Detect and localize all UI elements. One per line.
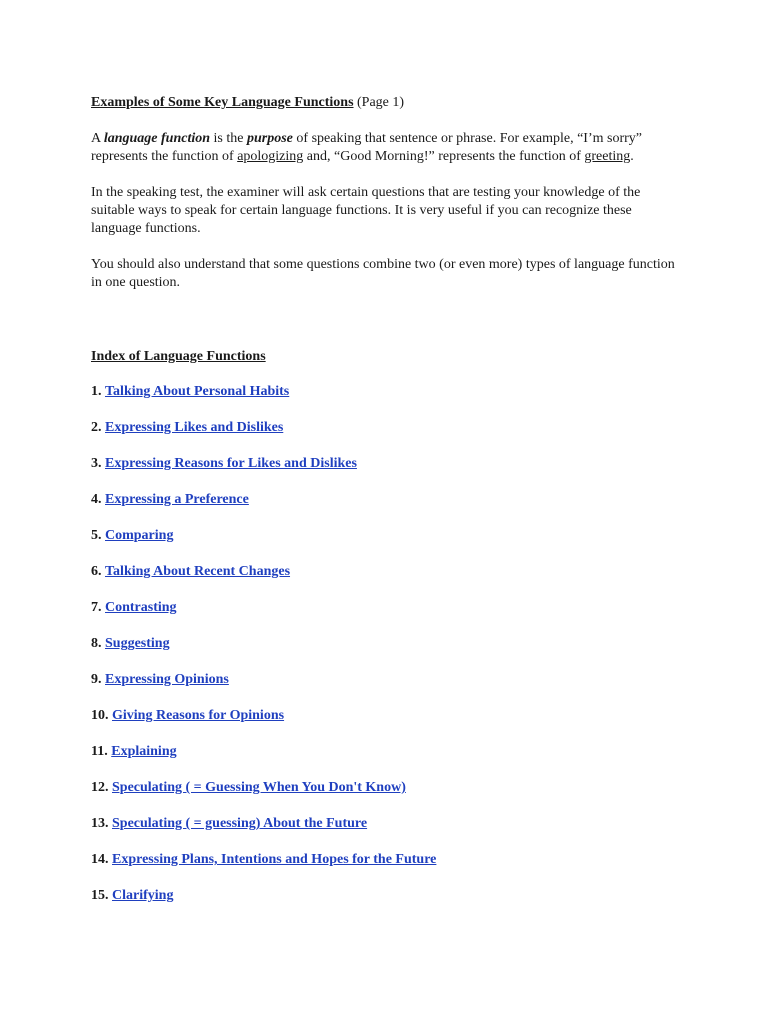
- index-item: [91, 671, 681, 689]
- index-link[interactable]: Expressing a Preference: [105, 492, 249, 507]
- index-item: [91, 887, 681, 905]
- document-content: [91, 94, 681, 923]
- page-indicator: (Page 1): [353, 95, 405, 110]
- speaking-test-paragraph: In the speaking test, the examiner will ask certain questions that are testing your knowledge of the suitable ways to speak for certain language functions. It is very useful if you can recognize these language functions.: [91, 185, 641, 236]
- p1-text-rest1: of speaking that sentence or phrase. For example, “I’m sorry” represents the function of: [91, 131, 643, 164]
- index-number: 11.: [91, 744, 108, 759]
- index-number: 10.: [91, 708, 109, 723]
- index-link[interactable]: Expressing Likes and Dislikes: [105, 420, 284, 435]
- p1-text-is: is the: [210, 131, 247, 146]
- term-purpose: purpose: [247, 131, 293, 146]
- index-link[interactable]: Clarifying: [112, 888, 174, 903]
- index-number: 7.: [91, 600, 102, 615]
- index-number: 2.: [91, 420, 102, 435]
- index-number: 15.: [91, 888, 109, 903]
- p1-text-rest2: and, “Good Morning!” represents the function of: [303, 149, 585, 164]
- index-number: 1.: [91, 384, 102, 399]
- index-item: [91, 599, 681, 617]
- index-link[interactable]: Expressing Plans, Intentions and Hopes for the Future: [112, 852, 437, 867]
- index-link[interactable]: Talking About Personal Habits: [105, 384, 290, 399]
- language-functions-index: [91, 383, 681, 905]
- p1-text-a: A: [91, 131, 104, 146]
- definition-paragraph: [91, 130, 681, 166]
- index-link[interactable]: Suggesting: [105, 636, 170, 651]
- index-link[interactable]: Speculating ( = guessing) About the Future: [112, 816, 368, 831]
- index-item: [91, 635, 681, 653]
- index-number: 12.: [91, 780, 109, 795]
- term-apologizing: apologizing: [237, 149, 304, 164]
- index-number: 3.: [91, 456, 102, 471]
- combine-functions-paragraph: You should also understand that some questions combine two (or even more) types of language function in one question.: [91, 257, 675, 290]
- index-item: [91, 779, 681, 797]
- index-item: [91, 419, 681, 437]
- index-number: 4.: [91, 492, 102, 507]
- index-number: 13.: [91, 816, 109, 831]
- index-item: [91, 491, 681, 509]
- index-link[interactable]: Explaining: [111, 744, 177, 759]
- index-item: [91, 815, 681, 833]
- index-item: [91, 563, 681, 581]
- index-item: [91, 455, 681, 473]
- document-title: Examples of Some Key Language Functions: [91, 95, 354, 110]
- index-link[interactable]: Contrasting: [105, 600, 177, 615]
- term-language-function: language function: [103, 131, 211, 146]
- index-item: [91, 527, 681, 545]
- index-heading: Index of Language Functions: [91, 349, 266, 364]
- term-greeting: greeting: [584, 149, 631, 164]
- index-item: [91, 383, 681, 401]
- index-link[interactable]: Giving Reasons for Opinions: [112, 708, 285, 723]
- index-number: 6.: [91, 564, 102, 579]
- index-link[interactable]: Expressing Reasons for Likes and Dislikes: [105, 456, 357, 471]
- index-number: 9.: [91, 672, 102, 687]
- p1-text-end: .: [630, 149, 634, 164]
- index-item: [91, 707, 681, 725]
- index-item: [91, 851, 681, 869]
- index-number: 14.: [91, 852, 109, 867]
- index-link[interactable]: Expressing Opinions: [105, 672, 229, 687]
- index-item: [91, 743, 681, 761]
- index-number: 5.: [91, 528, 102, 543]
- index-link[interactable]: Talking About Recent Changes: [105, 564, 291, 579]
- index-link[interactable]: Comparing: [105, 528, 174, 543]
- document-heading: [91, 94, 681, 112]
- index-link[interactable]: Speculating ( = Guessing When You Don't Know): [112, 780, 406, 795]
- index-number: 8.: [91, 636, 102, 651]
